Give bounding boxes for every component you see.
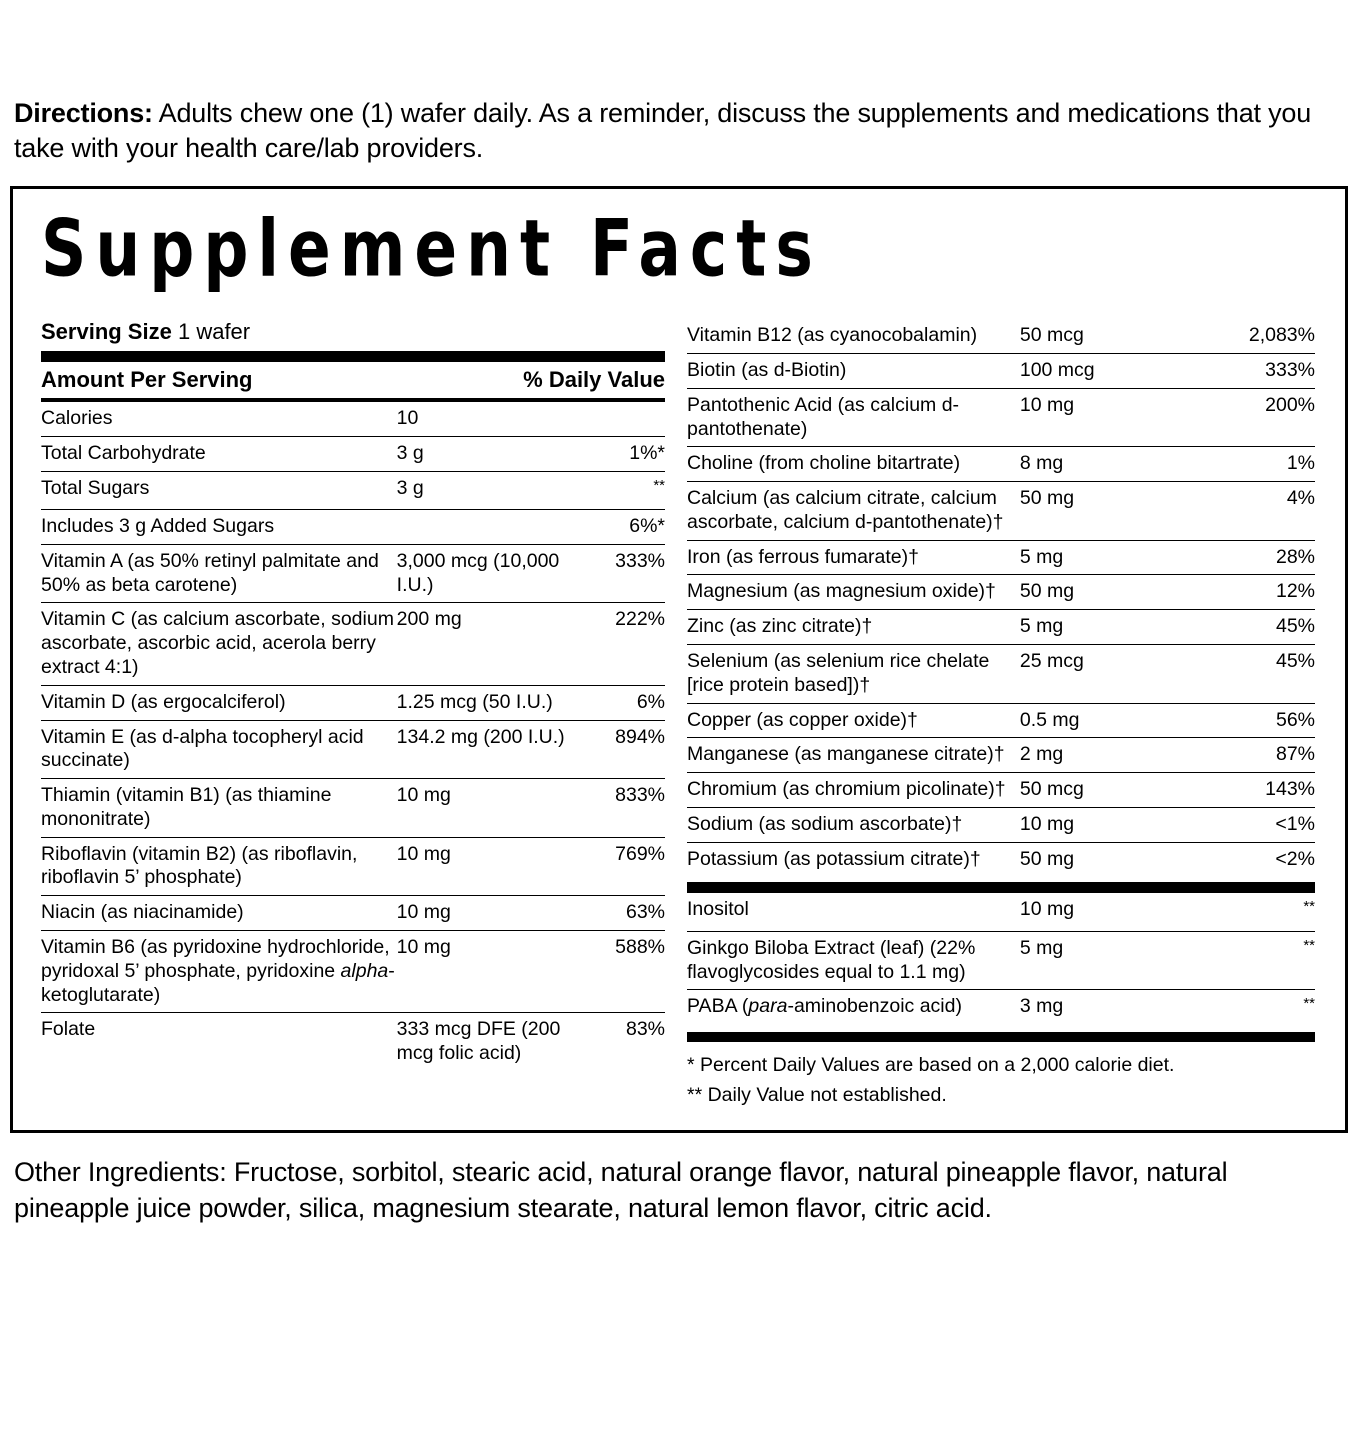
amount-per-serving-label: Amount Per Serving (41, 367, 253, 393)
nutrient-name: Sodium (as sodium ascorbate)† (687, 807, 1020, 842)
table-row (41, 720, 665, 779)
nutrient-daily-value: 87% (1189, 738, 1315, 773)
table-row (687, 610, 1315, 645)
table-row (687, 773, 1315, 808)
nutrient-name: Manganese (as manganese citrate)† (687, 738, 1020, 773)
nutrient-amount: 50 mg (1020, 575, 1190, 610)
nutrient-daily-value: 83% (571, 1013, 665, 1071)
table-row (687, 842, 1315, 876)
nutrient-daily-value (571, 402, 665, 436)
nutrient-daily-value: 833% (571, 779, 665, 838)
nutrient-daily-value: 2,083% (1248, 324, 1315, 347)
nutrient-daily-value: 894% (571, 720, 665, 779)
nutrient-daily-value: 143% (1189, 773, 1315, 808)
table-row (687, 540, 1315, 575)
nutrient-name: Biotin (as d-Biotin) (687, 353, 1020, 388)
table-row (687, 893, 1315, 931)
nutrient-name: Vitamin A (as 50% retinyl palmitate and 50% as beta carotene) (41, 544, 397, 603)
nutrient-amount: 10 mg (397, 837, 572, 896)
serving-size-label: Serving Size (41, 319, 172, 345)
nutrient-name: Riboflavin (vitamin B2) (as riboflavin, riboflavin 5’ phosphate) (41, 837, 397, 896)
nutrient-amount: 10 mg (1020, 388, 1190, 447)
rule-thick-bottom-right (687, 1032, 1315, 1042)
table-row (41, 544, 665, 603)
nutrient-daily-value: ** (571, 471, 665, 509)
other-ingredients-paragraph (14, 1155, 1344, 1226)
nutrient-name: PABA (para-aminobenzoic acid) (687, 990, 1020, 1028)
nutrient-amount: 25 mcg (1020, 645, 1190, 704)
nutrient-name: Vitamin C (as calcium ascorbate, sodium ascorbate, ascorbic acid, acerola berry extract 4:1) (41, 603, 397, 685)
table-row (687, 990, 1315, 1028)
table-row (687, 703, 1315, 738)
table-row (687, 645, 1315, 704)
nutrient-daily-value: <2% (1189, 842, 1315, 876)
nutrient-daily-value: 1%* (571, 436, 665, 471)
table-row (41, 779, 665, 838)
nutrient-name: Niacin (as niacinamide) (41, 896, 397, 931)
nutrient-daily-value: ** (1189, 931, 1315, 990)
nutrient-amount: 3 g (397, 471, 572, 509)
table-row (687, 447, 1315, 482)
nutrient-amount: 3 mg (1020, 990, 1190, 1028)
nutrient-daily-value: <1% (1189, 807, 1315, 842)
serving-size-row (41, 319, 665, 345)
nutrient-name: Folate (41, 1013, 397, 1071)
nutrient-amount: 5 mg (1020, 931, 1190, 990)
nutrient-amount: 134.2 mg (200 I.U.) (397, 720, 572, 779)
footnote: * Percent Daily Values are based on a 2,000 calorie diet. (687, 1053, 1175, 1076)
directions-text: Adults chew one (1) wafer daily. As a reminder, discuss the supplements and medications that you take with your health care/lab providers. (14, 98, 1312, 164)
nutrient-daily-value: 222% (571, 603, 665, 685)
serving-size-value: 1 wafer (177, 319, 251, 345)
supplement-facts-page (0, 96, 1358, 1454)
table-row (41, 471, 665, 509)
nutrient-name: Inositol (687, 898, 749, 921)
panel-title: Supplement Facts (41, 202, 822, 295)
nutrient-name: Includes 3 g Added Sugars (41, 510, 397, 545)
nutrient-name: Pantothenic Acid (as calcium d-pantothenate) (687, 388, 1020, 447)
nutrient-name: Chromium (as chromium picolinate)† (687, 773, 1020, 808)
nutrient-name: Thiamin (vitamin B1) (as thiamine mononitrate) (41, 779, 397, 838)
nutrient-name: Vitamin B12 (as cyanocobalamin) (687, 324, 978, 347)
percent-daily-value-label: % Daily Value (523, 367, 665, 393)
nutrient-daily-value: 6%* (571, 510, 665, 545)
other-ingredients-label: Other Ingredients: (14, 1157, 227, 1188)
nutrient-name: Total Carbohydrate (41, 436, 397, 471)
nutrient-amount: 3,000 mcg (10,000 I.U.) (397, 544, 572, 603)
nutrient-name: Copper (as copper oxide)† (687, 703, 1020, 738)
directions-label: Directions: (14, 98, 153, 128)
nutrient-amount (397, 510, 572, 545)
right-nutrient-table (687, 319, 1315, 876)
table-row (687, 482, 1315, 541)
table-row (41, 930, 665, 1012)
nutrient-name: Zinc (as zinc citrate)† (687, 610, 1020, 645)
nutrient-name: Choline (from choline bitartrate) (687, 447, 1020, 482)
nutrient-daily-value: 45% (1189, 610, 1315, 645)
nutrient-name: Ginkgo Biloba Extract (leaf) (22% flavoglycosides equal to 1.1 mg) (687, 931, 1020, 990)
table-row (687, 575, 1315, 610)
nutrient-daily-value: 56% (1189, 703, 1315, 738)
nutrient-name: Potassium (as potassium citrate)† (687, 842, 1020, 876)
right-nutrient-table-b (687, 893, 1315, 1027)
rule-thick-top (41, 351, 665, 362)
nutrient-name: Vitamin E (as d-alpha tocopheryl acid succinate) (41, 720, 397, 779)
nutrient-amount: 5 mg (1020, 540, 1190, 575)
nutrient-amount: 10 mg (1019, 898, 1075, 921)
table-row (41, 837, 665, 896)
nutrient-daily-value: 63% (571, 896, 665, 931)
table-row (41, 603, 665, 685)
nutrient-daily-value: 769% (571, 837, 665, 896)
nutrient-amount: 0.5 mg (1020, 703, 1190, 738)
table-row (687, 738, 1315, 773)
table-row (41, 685, 665, 720)
table-row (41, 896, 665, 931)
nutrient-amount: 3 g (397, 436, 572, 471)
nutrient-amount: 10 (396, 407, 419, 430)
nutrient-amount: 5 mg (1020, 610, 1190, 645)
nutrient-daily-value: 45% (1189, 645, 1315, 704)
nutrient-amount: 333 mcg DFE (200 mcg folic acid) (397, 1013, 572, 1071)
table-row (41, 402, 665, 436)
nutrient-amount: 2 mg (1020, 738, 1190, 773)
footnote: ** Daily Value not established. (687, 1083, 947, 1106)
nutrient-amount: 10 mg (1020, 807, 1190, 842)
nutrient-daily-value: 200% (1189, 388, 1315, 447)
nutrient-daily-value: ** (1189, 990, 1315, 1028)
table-row (687, 388, 1315, 447)
nutrient-name: Vitamin D (as ergocalciferol) (41, 685, 397, 720)
table-row (41, 1013, 665, 1071)
nutrient-amount: 50 mg (1020, 842, 1190, 876)
directions-paragraph (14, 96, 1344, 166)
nutrient-amount: 10 mg (397, 779, 572, 838)
supplement-facts-panel (10, 186, 1348, 1133)
table-row (687, 931, 1315, 990)
table-row (41, 510, 665, 545)
nutrient-daily-value: 12% (1189, 575, 1315, 610)
nutrient-amount: 50 mcg (1019, 324, 1084, 347)
nutrient-name: Total Sugars (41, 471, 397, 509)
nutrient-amount: 1.25 mcg (50 I.U.) (397, 685, 572, 720)
nutrient-amount: 10 mg (397, 896, 572, 931)
other-ingredients-text: Fructose, sorbitol, stearic acid, natural orange flavor, natural pineapple flavor, natural pineapple juice powder, silica, magnesium stearate, natural lemon flavor, citric acid. (14, 1157, 1228, 1223)
nutrient-amount: 10 mg (397, 930, 572, 1012)
nutrient-daily-value: 1% (1189, 447, 1315, 482)
table-row (687, 353, 1315, 388)
nutrient-name: Calories (41, 407, 113, 430)
nutrient-daily-value: 333% (1189, 353, 1315, 388)
right-column (673, 319, 1321, 1110)
nutrient-daily-value: 4% (1189, 482, 1315, 541)
nutrient-daily-value: 28% (1189, 540, 1315, 575)
nutrient-daily-value: ** (1303, 898, 1315, 916)
nutrient-name: Calcium (as calcium citrate, calcium ascorbate, calcium d-pantothenate)† (687, 482, 1020, 541)
nutrient-name: Magnesium (as magnesium oxide)† (687, 575, 1020, 610)
left-column (27, 319, 673, 1110)
nutrient-name: Iron (as ferrous fumarate)† (687, 540, 1020, 575)
amount-per-serving-row (41, 362, 665, 398)
panel-columns (27, 319, 1331, 1110)
table-row (41, 436, 665, 471)
nutrient-daily-value: 333% (571, 544, 665, 603)
panel-footnotes (687, 1042, 1315, 1111)
nutrient-name: Selenium (as selenium rice chelate [rice protein based])† (687, 645, 1020, 704)
nutrient-amount: 8 mg (1020, 447, 1190, 482)
nutrient-name: Vitamin B6 (as pyridoxine hydrochloride, pyridoxal 5’ phosphate, pyridoxine alpha-ketoglutarate) (41, 930, 397, 1012)
rule-thick-mid-right (687, 882, 1315, 893)
nutrient-daily-value: 588% (571, 930, 665, 1012)
nutrient-amount: 50 mcg (1020, 773, 1190, 808)
nutrient-amount: 100 mcg (1020, 353, 1190, 388)
nutrient-amount: 50 mg (1020, 482, 1190, 541)
nutrient-amount: 200 mg (397, 603, 572, 685)
left-nutrient-table (41, 402, 665, 1071)
nutrient-daily-value: 6% (571, 685, 665, 720)
table-row (687, 807, 1315, 842)
table-row (687, 319, 1315, 353)
